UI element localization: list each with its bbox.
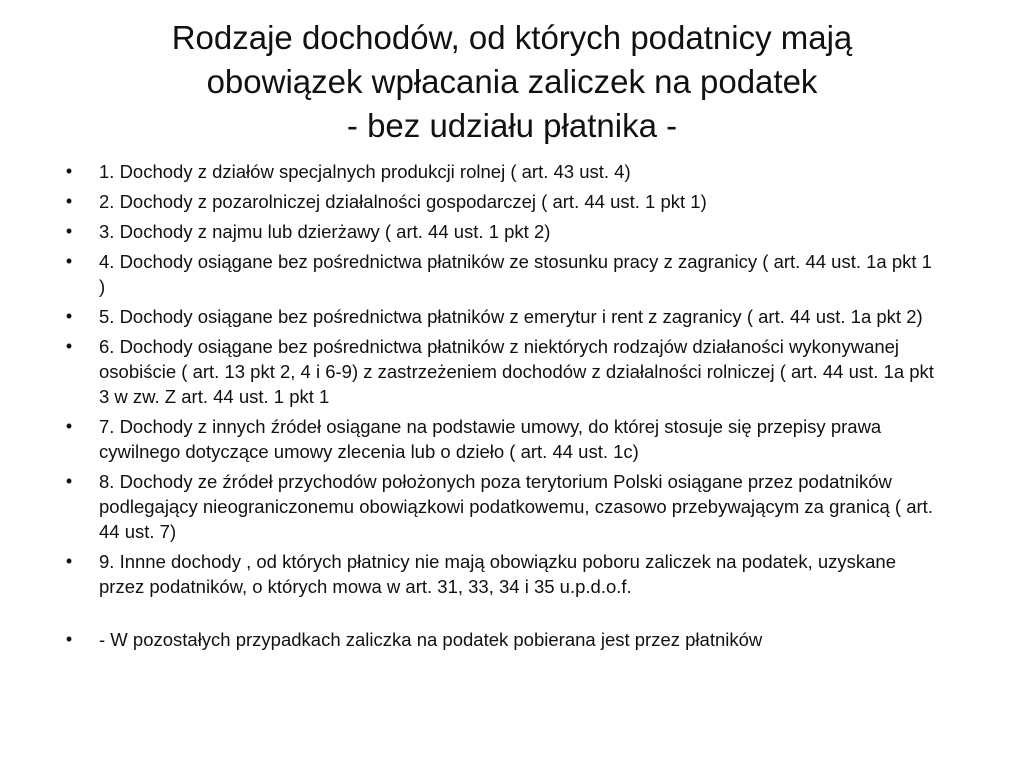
title-line: Rodzaje dochodów, od których podatnicy mają: [171, 19, 853, 56]
bullet-icon: •: [65, 191, 73, 211]
list-item-text: 6. Dochody osiągane bez pośrednictwa płatników z niektórych rodzajów działaności wykonywanej osobiście ( art. 13 pkt 2, 4 i 6-9) z zastrzeżeniem dochodów z działalności rolniczej ( art. 44 ust. 1a pkt 3 w zw. Z art. 44 ust. 1 pkt 1: [99, 336, 934, 407]
list-item: [62, 249, 934, 299]
list-item: [62, 304, 934, 329]
bullet-icon: •: [65, 629, 73, 649]
list-item-text: 7. Dochody z innych źródeł osiągane na podstawie umowy, do której stosuje się przepisy prawa cywilnego dotyczące umowy zlecenia lub o dzieło ( art. 44 ust. 1c): [99, 416, 882, 462]
list-item-text: 8. Dochody ze źródeł przychodów położonych poza terytorium Polski osiągane przez podatników podlegający nieograniczonemu obowiązkowi podatkowemu, czasowo przebywającym za granicą ( art. 44 ust. 7): [99, 471, 933, 542]
list-item: [62, 549, 934, 599]
list-item: [62, 189, 934, 214]
list-item: [62, 469, 934, 544]
title-line: obowiązek wpłacania zaliczek na podatek: [206, 63, 818, 100]
bullet-icon: •: [65, 471, 73, 491]
list-item: [62, 627, 934, 652]
list-item: [62, 219, 934, 244]
list-item-text: 4. Dochody osiągane bez pośrednictwa płatników ze stosunku pracy z zagranicy ( art. 44 ust. 1a pkt 1 ): [99, 251, 932, 297]
list-item-text: 2. Dochody z pozarolniczej działalności gospodarczej ( art. 44 ust. 1 pkt 1): [99, 191, 707, 212]
bullet-icon: •: [65, 251, 73, 271]
bullet-icon: •: [65, 221, 73, 241]
list-item-text: 5. Dochody osiągane bez pośrednictwa płatników z emerytur i rent z zagranicy ( art. 44 ust. 1a pkt 2): [99, 306, 923, 327]
slide-content: [62, 159, 934, 652]
bullet-icon: •: [65, 336, 73, 356]
slide-title: [62, 16, 934, 148]
list-item-text: - W pozostałych przypadkach zaliczka na podatek pobierana jest przez płatników: [99, 629, 763, 650]
list-item-text: 9. Innne dochody , od których płatnicy nie mają obowiązku poboru zaliczek na podatek, uzyskane przez podatników, o których mowa w art. 31, 33, 34 i 35 u.p.d.o.f.: [99, 551, 897, 597]
bullet-icon: •: [65, 416, 73, 436]
list-item-text: 3. Dochody z najmu lub dzierżawy ( art. 44 ust. 1 pkt 2): [99, 221, 551, 242]
bullet-icon: •: [65, 551, 73, 571]
list-item: [62, 334, 934, 409]
list-item: [62, 159, 934, 184]
list-item-text: 1. Dochody z działów specjalnych produkcji rolnej ( art. 43 ust. 4): [99, 161, 631, 182]
bullet-icon: •: [65, 161, 73, 181]
list-item: [62, 414, 934, 464]
title-line: - bez udziału płatnika -: [346, 107, 678, 144]
bullet-list: [62, 159, 934, 652]
bullet-icon: •: [65, 306, 73, 326]
